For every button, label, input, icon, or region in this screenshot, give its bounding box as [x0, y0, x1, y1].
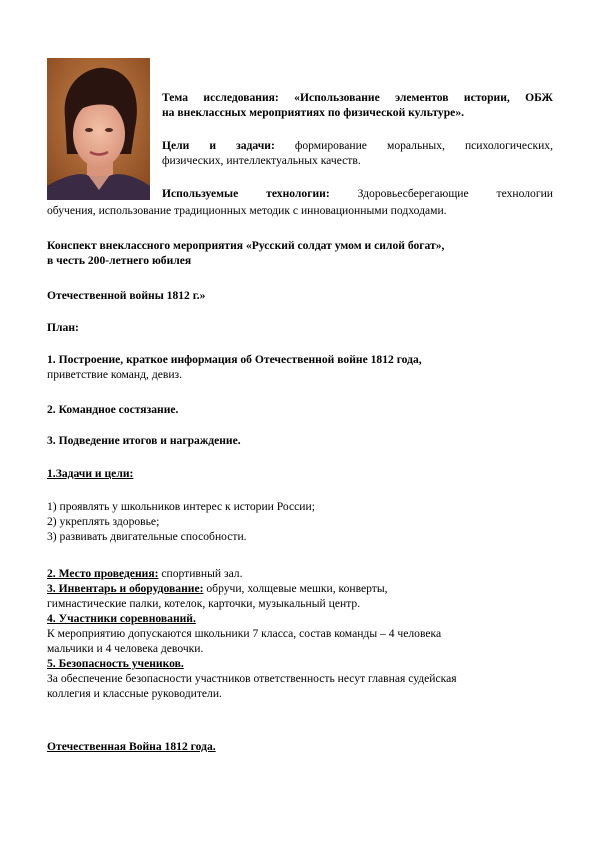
technologies-text: Здоровьесберегающие технологии	[357, 187, 553, 200]
inventory-label: 3. Инвентарь и оборудование:	[47, 582, 204, 595]
goals-list-item: 2) укреплять здоровье;	[47, 515, 160, 528]
inventory-text: обручи, холщевые мешки, конверты,	[203, 582, 388, 595]
plan-item-3: 3. Подведение итогов и награждение.	[47, 434, 241, 447]
event-heading-line2: в честь 200-летнего юбилея	[47, 254, 192, 267]
participants-text-cont: мальчики и 4 человека девочки.	[47, 642, 204, 655]
safety-text-cont: коллегия и классные руководители.	[47, 687, 222, 700]
war-section-heading-text: Отечественная Война 1812 года.	[47, 740, 216, 753]
plan-item-1-line1: 1. Построение, краткое информация об Отечественной войне 1812 года,	[47, 353, 422, 366]
place-label: 2. Место проведения:	[47, 567, 159, 580]
goals-section-title-text: 1.Задачи и цели:	[47, 467, 134, 480]
technologies-text-cont: обучения, использование традиционных методик с инновационными подходами.	[47, 204, 447, 217]
inventory-text-cont: гимнастические палки, котелок, карточки, музыкальный центр.	[47, 597, 361, 610]
plan-item-1	[47, 352, 553, 382]
goals-paragraph	[162, 138, 553, 168]
safety-text: За обеспечение безопасности участников ответственность несут главная судейская	[47, 672, 457, 685]
goals-text-cont: физических, интеллектуальных качеств.	[162, 154, 361, 167]
research-topic-paragraph	[162, 90, 553, 120]
research-topic-label: Тема исследования:	[162, 91, 279, 104]
event-heading-line1: Конспект внеклассного мероприятия «Русский солдат умом и силой богат»,	[47, 239, 445, 252]
goals-label: Цели и задачи:	[162, 139, 275, 152]
details-block	[47, 566, 553, 701]
goals-section-title	[47, 466, 553, 481]
safety-label: 5. Безопасность учеников.	[47, 657, 184, 670]
author-portrait-photo	[47, 58, 150, 200]
event-heading	[47, 238, 553, 268]
goals-list	[47, 499, 553, 544]
war-section-heading	[47, 739, 553, 754]
research-topic-text-cont: на внеклассных мероприятиях по физической культуре».	[162, 106, 465, 119]
event-heading-line3: Отечественной войны 1812 г.»	[47, 289, 206, 302]
participants-text: К мероприятию допускаются школьники 7 класса, состав команды – 4 человека	[47, 627, 442, 640]
goals-list-item: 1) проявлять у школьников интерес к истории России;	[47, 500, 315, 513]
plan-title: План:	[47, 321, 79, 334]
goals-text: формирование моральных, психологических,	[294, 139, 553, 152]
place-text: спортивный зал.	[158, 567, 243, 580]
technologies-label: Используемые технологии:	[162, 187, 330, 200]
goals-list-item: 3) развивать двигательные способности.	[47, 530, 247, 543]
technologies-paragraph	[162, 186, 553, 201]
technologies-paragraph-cont	[47, 203, 553, 218]
plan-item-2: 2. Командное состязание.	[47, 403, 179, 416]
participants-label: 4. Участники соревнований.	[47, 612, 196, 625]
plan-item-1-line2: приветствие команд, девиз.	[47, 368, 183, 381]
research-topic-text: «Использование элементов истории, ОБЖ	[294, 91, 553, 104]
